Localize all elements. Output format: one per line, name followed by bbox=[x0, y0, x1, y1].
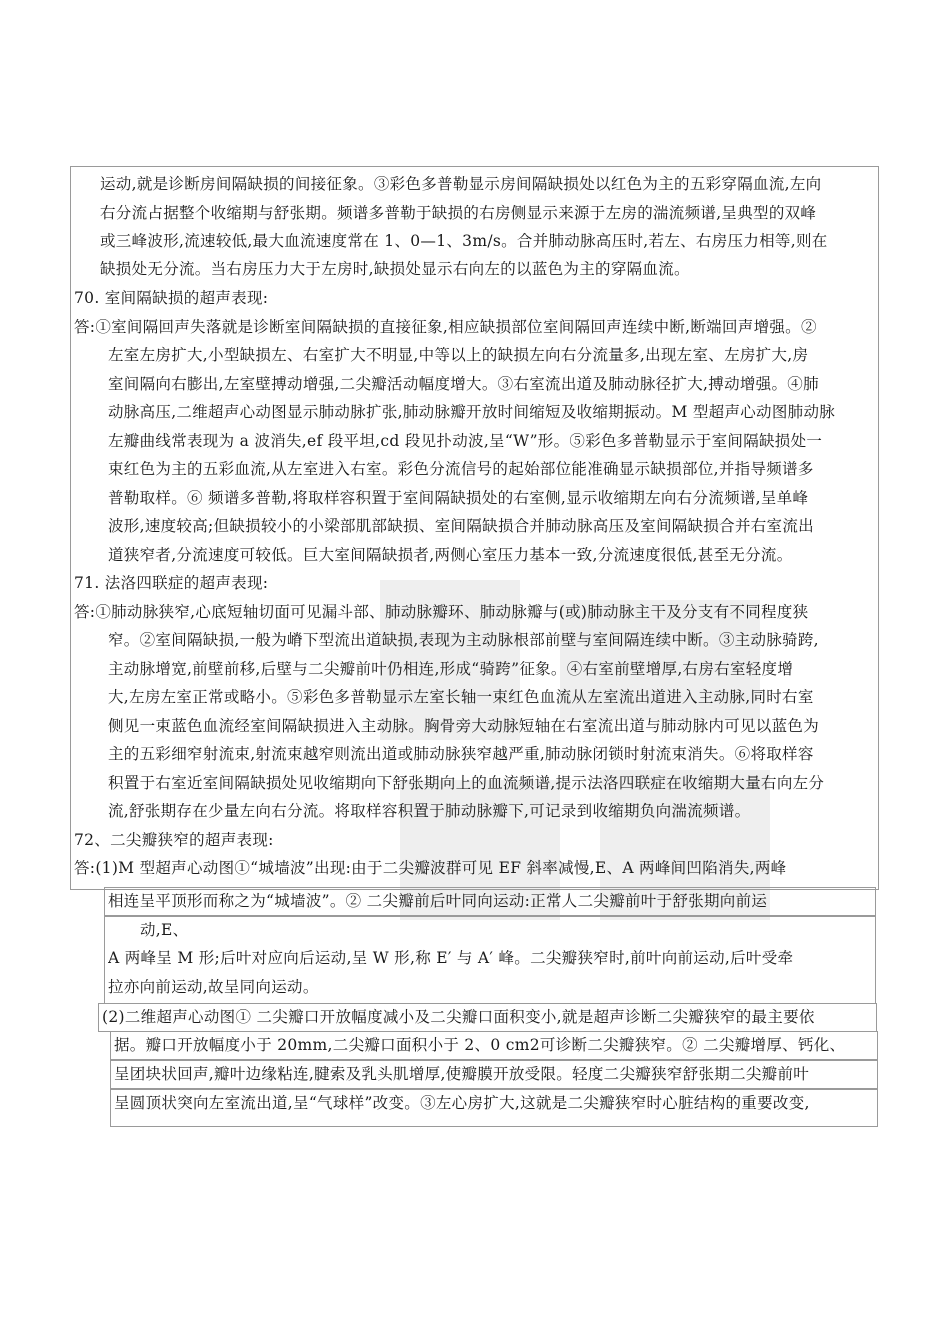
text-line: 室间隔向右膨出,左室壁搏动增强,二尖瓣活动幅度增大。③右室流出道及肺动脉径扩大,搏动增强。④肺 bbox=[108, 375, 819, 393]
text-line: 缺损处无分流。当右房压力大于左房时,缺损处显示右向左的以蓝色为主的穿隔血流。 bbox=[100, 260, 690, 278]
question-heading-71: 71. 法洛四联症的超声表现: bbox=[74, 574, 269, 592]
text-line: 主的五彩细窄射流束,射流束越窄则流出道或肺动脉狭窄越严重,肺动脉闭锁时射流束消失。⑥将取样容 bbox=[108, 745, 814, 763]
answer-line: 答:(1)M 型超声心动图①“城墙波”出现:由于二尖瓣波群可见 EF 斜率减慢,E、A 两峰间凹陷消失,两峰 bbox=[74, 859, 787, 877]
text-line: A 两峰呈 M 形;后叶对应向后运动,呈 W 形,称 E′ 与 A′ 峰。二尖瓣狭窄时,前叶向前运动,后叶受牵 bbox=[108, 949, 794, 967]
answer-line: 答:①室间隔回声失落就是诊断室间隔缺损的直接征象,相应缺损部位室间隔回声连续中断,断端回声增强。② bbox=[74, 318, 817, 336]
text-line: 运动,就是诊断房间隔缺损的间接征象。③彩色多普勒显示房间隔缺损处以红色为主的五彩穿隔血流,左向 bbox=[100, 175, 822, 193]
answer-line: 答:①肺动脉狭窄,心底短轴切面可见漏斗部、肺动脉瓣环、肺动脉瓣与(或)肺动脉主干及分支有不同程度狭 bbox=[74, 603, 809, 621]
text-line: 窄。②室间隔缺损,一般为嵴下型流出道缺损,表现为主动脉根部前壁与室间隔连续中断。③主动脉骑跨, bbox=[108, 631, 819, 649]
text-line: 据。瓣口开放幅度小于 20mm,二尖瓣口面积小于 2、0 cm2可诊断二尖瓣狭窄。② 二尖瓣增厚、钙化、 bbox=[114, 1036, 846, 1054]
text-line: 右分流占据整个收缩期与舒张期。频谱多普勒于缺损的右房侧显示来源于左房的湍流频谱,呈典型的双峰 bbox=[100, 204, 817, 222]
text-line: 积置于右室近室间隔缺损处见收缩期向下舒张期向上的血流频谱,提示法洛四联症在收缩期大量右向左分 bbox=[108, 774, 825, 792]
text-line: 主动脉增宽,前壁前移,后壁与二尖瓣前叶仍相连,形成“骑跨”征象。④右室前壁增厚,右房右室轻度增 bbox=[108, 660, 794, 678]
text-line: 道狭窄者,分流速度可较低。巨大室间隔缺损者,两侧心室压力基本一致,分流速度很低,甚至无分流。 bbox=[108, 546, 793, 564]
text-line: 束红色为主的五彩血流,从左室进入右室。彩色分流信号的起始部位能准确显示缺损部位,并指导频谱多 bbox=[108, 460, 814, 478]
text-line: 动脉高压,二维超声心动图显示肺动脉扩张,肺动脉瓣开放时间缩短及收缩期振动。M 型超声心动图肺动脉 bbox=[108, 403, 836, 421]
text-line: 左室左房扩大,小型缺损左、右室扩大不明显,中等以上的缺损左向右分流量多,出现左室、左房扩大,房 bbox=[108, 346, 809, 364]
text-line: 大,左房左室正常或略小。⑤彩色多普勒显示左室长轴一束红色血流从左室流出道进入主动脉,同时右室 bbox=[108, 688, 814, 706]
text-line: (2)二维超声心动图① 二尖瓣口开放幅度减小及二尖瓣口面积变小,就是超声诊断二尖瓣狭窄的最主要依 bbox=[102, 1008, 815, 1026]
text-line: 拉亦向前运动,故呈同向运动。 bbox=[108, 978, 319, 996]
text-line: 呈圆顶状突向左室流出道,呈“气球样”改变。③左心房扩大,这就是二尖瓣狭窄时心脏结构的重要改变, bbox=[114, 1094, 810, 1112]
text-line: 普勒取样。⑥ 频谱多普勒,将取样容积置于室间隔缺损处的右室侧,显示收缩期左向右分流频谱,呈单峰 bbox=[108, 489, 809, 507]
text-line: 相连呈平顶形而称之为“城墙波”。② 二尖瓣前后叶同向运动:正常人二尖瓣前叶于舒张期向前运 bbox=[108, 892, 768, 910]
text-line: 流,舒张期存在少量左向右分流。将取样容积置于肺动脉瓣下,可记录到收缩期负向湍流频谱。 bbox=[108, 802, 751, 820]
text-line: 呈团块状回声,瓣叶边缘粘连,腱索及乳头肌增厚,使瓣膜开放受限。轻度二尖瓣狭窄舒张期二尖瓣前叶 bbox=[114, 1065, 810, 1083]
question-heading-72: 72、二尖瓣狭窄的超声表现: bbox=[74, 831, 274, 849]
text-line: 侧见一束蓝色血流经室间隔缺损进入主动脉。胸骨旁大动脉短轴在右室流出道与肺动脉内可见以蓝色为 bbox=[108, 717, 820, 735]
text-line: 波形,速度较高;但缺损较小的小梁部肌部缺损、室间隔缺损合并肺动脉高压及室间隔缺损合并右室流出 bbox=[108, 517, 814, 535]
question-heading-70: 70. 室间隔缺损的超声表现: bbox=[74, 289, 269, 307]
text-line: 或三峰波形,流速较低,最大血流速度常在 1、0—1、3m/s。合并肺动脉高压时,若左、右房压力相等,则在 bbox=[100, 232, 828, 250]
text-line: 左瓣曲线常表现为 a 波消失,ef 段平坦,cd 段见扑动波,呈“W”形。⑤彩色多普勒显示于室间隔缺损处一 bbox=[108, 432, 823, 450]
text-line: 动,E、 bbox=[140, 921, 189, 939]
